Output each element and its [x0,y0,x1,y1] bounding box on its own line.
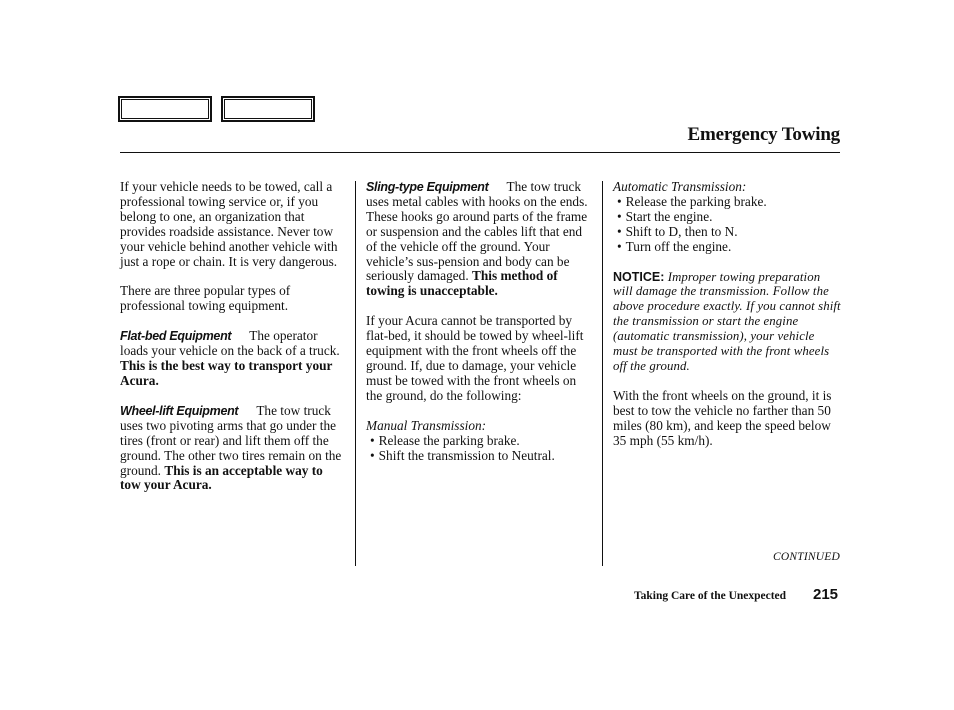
flatbed-text: The operator loads your vehicle on the back of a truck. [120,328,340,359]
column-2 [366,180,592,463]
wheellift-heading: Wheel-lift Equipment [120,403,239,418]
list-item: • Start the engine. [613,210,841,225]
notice-paragraph [613,270,841,374]
wheellift-paragraph [120,404,346,493]
flatbed-alternative-paragraph: If your Acura cannot be transported by flat-bed, it should be towed by wheel-lift equipment with the front wheels off the ground. If, due to damage, your vehicle must be towed with the front wheels on the ground, do the following: [366,313,584,403]
notice-text: Improper towing preparation will damage the transmission. Follow the above procedure exactly. If you cannot shift the transmission or start the engine (automatic transmission), your vehicle must be transported with the front wheels off the ground. [613,269,841,373]
list-item: • Release the parking brake. [366,434,592,449]
towing-distance-paragraph: With the front wheels on the ground, it is best to tow the vehicle no farther than 50 miles (80 km), and keep the speed below 35 mph (55 km/h). [613,387,832,448]
previous-page-button[interactable] [118,96,212,122]
automatic-steps-list [613,195,841,255]
list-item: • Shift to D, then to N. [613,225,841,240]
automatic-transmission-heading: Automatic Transmission: [613,179,747,194]
list-item: • Shift the transmission to Neutral. [366,449,592,464]
sling-bold: This method of towing is unacceptable. [366,268,558,299]
page-number: 215 [813,586,839,603]
column-3 [613,180,841,449]
manual-steps-list [366,434,592,464]
intro-paragraph: If your vehicle needs to be towed, call a professional towing service or, if you belong to one, an organization that provides roadside assistance. Never tow your vehicle behind another vehicle with just a rope or chain. It is very dangerous. [120,179,338,269]
flatbed-paragraph [120,329,346,389]
manual-transmission-heading: Manual Transmission: [366,417,487,433]
list-item: • Turn off the engine. [613,240,841,255]
next-page-button[interactable] [221,96,315,122]
column-divider [602,181,603,566]
sling-heading: Sling-type Equipment [366,180,489,194]
sling-text: The tow truck uses metal cables with hooks on the ends. These hooks go around parts of the frame or suspension and the cables lift that end of the vehicle off the ground. Your vehicle’s sus-pension and body can be seriously damaged. [366,179,588,284]
column-divider [355,181,356,566]
wheellift-bold: This is an acceptable way to tow your Acura. [120,462,323,493]
page-title: Emergency Towing [687,124,840,145]
title-rule [120,152,840,153]
section-name: Taking Care of the Unexpected [634,590,787,602]
equipment-types-paragraph: There are three popular types of professional towing equipment. [120,283,291,314]
flatbed-heading: Flat-bed Equipment [120,329,232,344]
wheellift-text: The tow truck uses two pivoting arms that go under the tires (front or rear) and lift them off the ground. The other two tires remain on the ground. [120,402,342,478]
continued-label: CONTINUED [773,551,840,563]
column-1 [120,180,346,493]
list-item: • Release the parking brake. [613,195,841,210]
sling-paragraph [366,180,592,299]
flatbed-bold: This is the best way to transport your Acura. [120,358,333,388]
notice-label: NOTICE: [613,269,665,284]
